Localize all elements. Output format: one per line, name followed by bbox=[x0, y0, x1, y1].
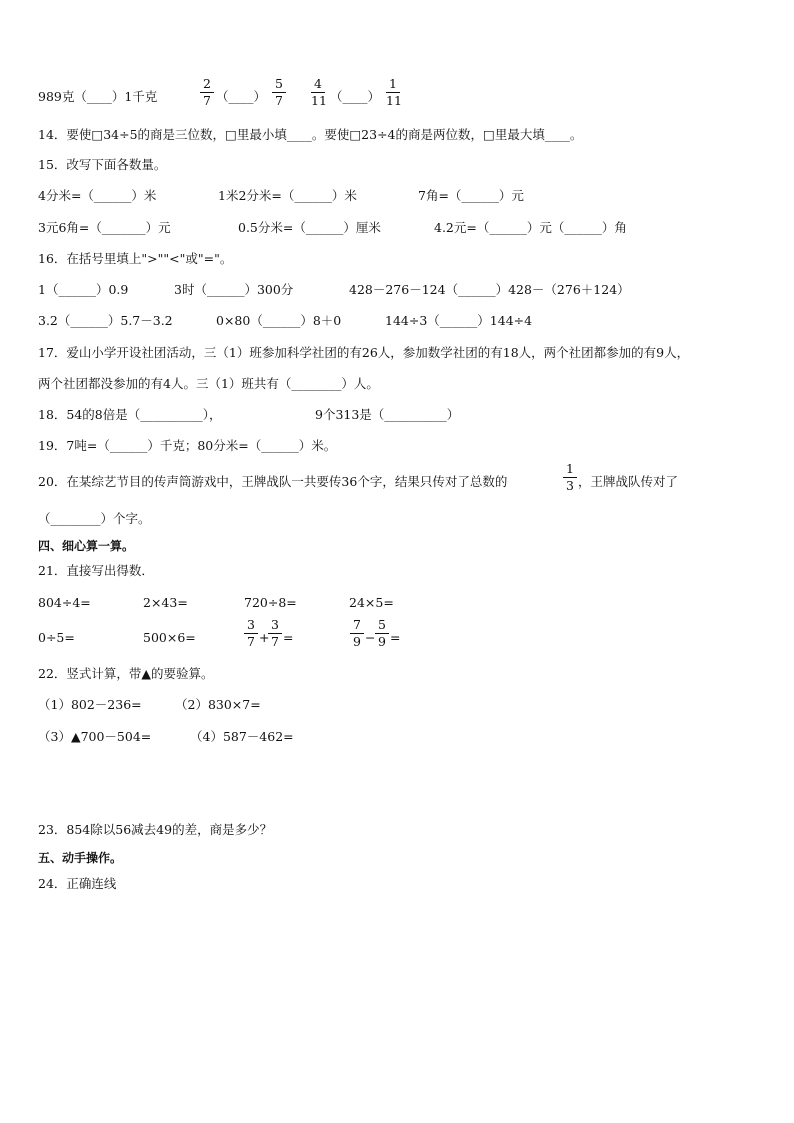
numerator: 1 bbox=[389, 76, 397, 91]
fraction bbox=[200, 77, 214, 108]
equals-sign[interactable]: = bbox=[390, 630, 401, 645]
q13-compare-mass: 989克（____）1千克 bbox=[38, 89, 158, 104]
q16-item[interactable]: 3时（______）300分 bbox=[174, 282, 294, 297]
numerator: 7 bbox=[353, 617, 361, 632]
numerator: 3 bbox=[271, 617, 279, 632]
question-20-part-1: 20．在某综艺节目的传声筒游戏中，王牌战队一共要传36个字，结果只传对了总数的 bbox=[38, 474, 508, 489]
q21-item[interactable]: 24×5= bbox=[349, 595, 394, 610]
q21-item[interactable]: 720÷8= bbox=[244, 595, 297, 610]
question-15-title: 15．改写下面各数量。 bbox=[38, 157, 167, 172]
numerator: 5 bbox=[275, 76, 283, 91]
q22-item[interactable]: （3）▲700－504= bbox=[38, 729, 152, 744]
fraction bbox=[272, 77, 286, 108]
denominator: 7 bbox=[203, 93, 211, 108]
denominator: 11 bbox=[386, 93, 402, 108]
question-17-line-1: 17．爱山小学开设社团活动，三（1）班参加科学社团的有26人，参加数学社团的有18人，两个社团都参加的有9人， bbox=[38, 345, 690, 360]
numerator: 2 bbox=[203, 76, 211, 91]
fraction bbox=[375, 618, 389, 649]
numerator: 3 bbox=[247, 617, 255, 632]
q15-item[interactable]: 0.5分米=（______）厘米 bbox=[238, 220, 381, 235]
question-19: 19．7吨=（______）千克；80分米=（______）米。 bbox=[38, 438, 337, 453]
denominator: 9 bbox=[378, 634, 386, 649]
fraction bbox=[244, 618, 258, 649]
q16-item[interactable]: 428－276－124（______）428－（276＋124） bbox=[349, 282, 630, 297]
denominator: 7 bbox=[247, 634, 255, 649]
fraction bbox=[311, 77, 325, 108]
q13-blank[interactable]: （____） bbox=[216, 89, 267, 104]
fraction bbox=[386, 77, 400, 108]
denominator: 3 bbox=[566, 478, 574, 493]
question-23: 23．854除以56减去49的差，商是多少？ bbox=[38, 822, 273, 837]
q16-item[interactable]: 3.2（______）5.7－3.2 bbox=[38, 313, 173, 328]
numerator: 4 bbox=[314, 76, 322, 91]
q21-item[interactable]: 0÷5= bbox=[38, 630, 75, 645]
question-18-part-1: 18．54的8倍是（__________）， bbox=[38, 407, 222, 422]
numerator: 1 bbox=[566, 461, 574, 476]
minus-operator: − bbox=[365, 630, 376, 645]
denominator: 9 bbox=[353, 634, 361, 649]
section-5-heading: 五、动手操作。 bbox=[38, 851, 123, 865]
fraction bbox=[350, 618, 364, 649]
question-17-line-2: 两个社团都没参加的有4人。三（1）班共有（________）人。 bbox=[38, 376, 379, 391]
question-20-line-2: （________）个字。 bbox=[38, 511, 151, 526]
q22-item[interactable]: （2）830×7= bbox=[175, 697, 261, 712]
fraction bbox=[563, 462, 577, 493]
q22-item[interactable]: （4）587－462= bbox=[190, 729, 294, 744]
question-20-part-2: ，王牌战队传对了 bbox=[578, 474, 679, 489]
question-24: 24．正确连线 bbox=[38, 876, 117, 891]
q21-item[interactable]: 804÷4= bbox=[38, 595, 91, 610]
q15-item[interactable]: 1米2分米=（______）米 bbox=[218, 188, 357, 203]
q16-item[interactable]: 144÷3（______）144÷4 bbox=[385, 313, 533, 328]
q22-item[interactable]: （1）802－236= bbox=[38, 697, 142, 712]
q16-item[interactable]: 1（______）0.9 bbox=[38, 282, 129, 297]
question-14: 14．要使□34÷5的商是三位数，□里最小填____。要使□23÷4的商是两位数，□里最大填____。 bbox=[38, 127, 583, 142]
question-18-part-2: 9个313是（__________） bbox=[315, 407, 460, 422]
q15-item[interactable]: 4.2元=（______）元（______）角 bbox=[434, 220, 627, 235]
section-4-heading: 四、细心算一算。 bbox=[38, 539, 135, 553]
fraction bbox=[268, 618, 282, 649]
denominator: 7 bbox=[271, 634, 279, 649]
question-22-title: 22．竖式计算，带▲的要验算。 bbox=[38, 666, 214, 681]
q15-item[interactable]: 3元6角=（_______）元 bbox=[38, 220, 171, 235]
equals-sign[interactable]: = bbox=[283, 630, 294, 645]
q13-blank[interactable]: （____） bbox=[330, 89, 381, 104]
q21-item[interactable]: 2×43= bbox=[143, 595, 188, 610]
q15-item[interactable]: 4分米=（______）米 bbox=[38, 188, 157, 203]
question-16-title: 16．在括号里填上">""<"或"="。 bbox=[38, 251, 233, 266]
question-21-title: 21．直接写出得数． bbox=[38, 563, 154, 578]
plus-operator: + bbox=[259, 630, 270, 645]
q15-item[interactable]: 7角=（______）元 bbox=[418, 188, 524, 203]
denominator: 7 bbox=[275, 93, 283, 108]
q16-item[interactable]: 0×80（______）8＋0 bbox=[216, 313, 342, 328]
denominator: 11 bbox=[311, 93, 327, 108]
q21-item[interactable]: 500×6= bbox=[143, 630, 196, 645]
numerator: 5 bbox=[378, 617, 386, 632]
